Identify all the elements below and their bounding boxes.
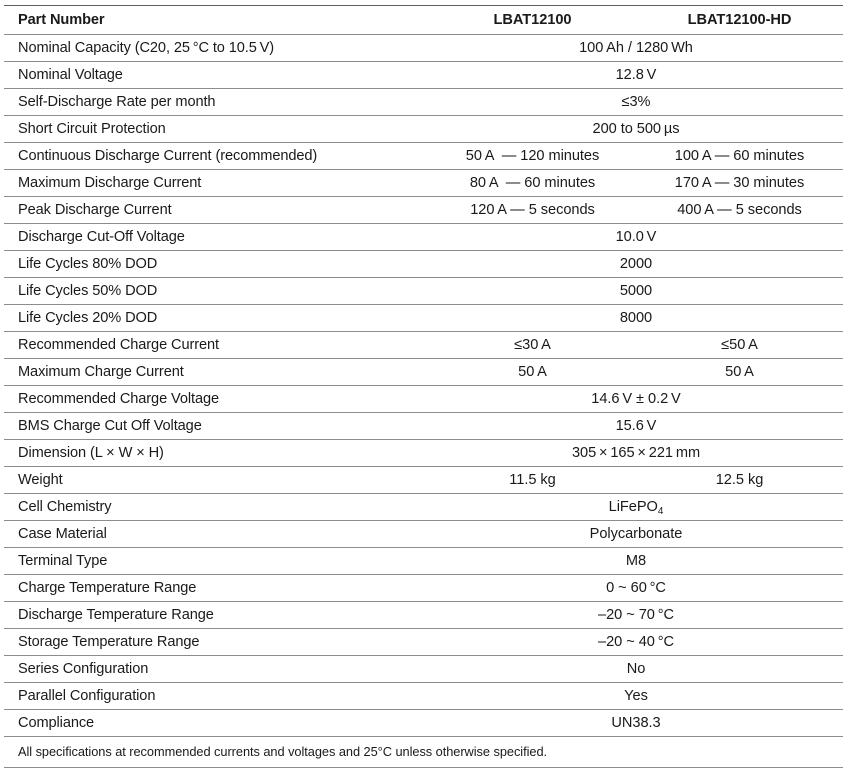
row-label: Cell Chemistry bbox=[18, 499, 112, 515]
row-label: Nominal Capacity (C20, 25 °C to 10.5 V) bbox=[18, 40, 274, 56]
row-value-span-cell bbox=[429, 575, 843, 602]
row-value-cell-a bbox=[429, 170, 636, 197]
row-label-cell bbox=[4, 89, 429, 116]
row-value-a: 50 A — 120 minutes bbox=[465, 148, 600, 164]
row-value-span: 14.6 V ± 0.2 V bbox=[591, 391, 681, 407]
table-row bbox=[4, 89, 843, 116]
row-value-span-cell bbox=[429, 62, 843, 89]
row-value-span-cell bbox=[429, 494, 843, 521]
row-value-cell-a bbox=[429, 467, 636, 494]
row-label: Maximum Discharge Current bbox=[18, 175, 202, 191]
row-value-span: No bbox=[626, 661, 646, 677]
table-row bbox=[4, 143, 843, 170]
table-row bbox=[4, 116, 843, 143]
table-row bbox=[4, 575, 843, 602]
row-value-span: 5000 bbox=[619, 283, 653, 299]
row-label-cell bbox=[4, 143, 429, 170]
table-row bbox=[4, 656, 843, 683]
header-column-lbat12100-hd-label: LBAT12100-HD bbox=[687, 12, 792, 28]
header-part-number-label: Part Number bbox=[18, 12, 105, 28]
table-header bbox=[4, 6, 843, 35]
row-value-cell-b bbox=[636, 143, 843, 170]
row-label: Parallel Configuration bbox=[18, 688, 156, 704]
table-body bbox=[4, 35, 843, 737]
header-column-lbat12100-label: LBAT12100 bbox=[493, 12, 572, 28]
row-label-cell bbox=[4, 224, 429, 251]
row-label-cell bbox=[4, 710, 429, 737]
row-value-cell-a bbox=[429, 332, 636, 359]
row-value-cell-a bbox=[429, 359, 636, 386]
row-value-span-cell bbox=[429, 629, 843, 656]
row-value-span: Polycarbonate bbox=[589, 526, 683, 542]
row-label-cell bbox=[4, 602, 429, 629]
row-label: Discharge Temperature Range bbox=[18, 607, 214, 623]
table-row bbox=[4, 332, 843, 359]
row-label: Storage Temperature Range bbox=[18, 634, 200, 650]
row-label: Charge Temperature Range bbox=[18, 580, 197, 596]
row-label-cell bbox=[4, 116, 429, 143]
row-label-cell bbox=[4, 332, 429, 359]
row-value-b: 170 A — 30 minutes bbox=[674, 175, 805, 191]
row-label-cell bbox=[4, 548, 429, 575]
row-value-span-cell bbox=[429, 548, 843, 575]
row-value-a: 50 A bbox=[518, 364, 547, 380]
row-label-cell bbox=[4, 386, 429, 413]
table-row bbox=[4, 467, 843, 494]
row-label-cell bbox=[4, 521, 429, 548]
row-label: Maximum Charge Current bbox=[18, 364, 184, 380]
row-label-cell bbox=[4, 35, 429, 62]
row-value-span: –20 ~ 70 °C bbox=[598, 607, 674, 623]
row-value-b: 400 A — 5 seconds bbox=[677, 202, 802, 218]
table-row bbox=[4, 170, 843, 197]
table-row bbox=[4, 359, 843, 386]
row-label-cell bbox=[4, 278, 429, 305]
row-value-span-cell bbox=[429, 386, 843, 413]
row-value-span: 8000 bbox=[619, 310, 653, 326]
row-label-cell bbox=[4, 197, 429, 224]
row-label: Compliance bbox=[18, 715, 95, 731]
row-value-span-cell bbox=[429, 521, 843, 548]
row-value-span: 0 ~ 60 °C bbox=[606, 580, 666, 596]
row-value-cell-a bbox=[429, 143, 636, 170]
row-value-cell-a bbox=[429, 197, 636, 224]
row-value-b: 12.5 kg bbox=[715, 472, 764, 488]
row-value-span: Yes bbox=[624, 688, 648, 704]
row-label-cell bbox=[4, 413, 429, 440]
row-value-span-cell bbox=[429, 35, 843, 62]
row-value-span: 12.8 V bbox=[615, 67, 657, 83]
row-label-cell bbox=[4, 575, 429, 602]
row-value-span: –20 ~ 40 °C bbox=[598, 634, 674, 650]
header-column-lbat12100-hd bbox=[636, 6, 843, 35]
row-value-span-cell bbox=[429, 656, 843, 683]
table-row bbox=[4, 710, 843, 737]
row-label: BMS Charge Cut Off Voltage bbox=[18, 418, 202, 434]
row-value-span-cell bbox=[429, 116, 843, 143]
row-label-cell bbox=[4, 62, 429, 89]
table-row bbox=[4, 629, 843, 656]
header-column-lbat12100 bbox=[429, 6, 636, 35]
row-value-span bbox=[429, 494, 843, 520]
row-value-span-cell bbox=[429, 602, 843, 629]
row-value-span: 15.6 V bbox=[615, 418, 657, 434]
specifications-table bbox=[4, 5, 843, 768]
row-label: Life Cycles 80% DOD bbox=[18, 256, 158, 272]
row-label-cell bbox=[4, 683, 429, 710]
row-value-cell-b bbox=[636, 467, 843, 494]
table-row bbox=[4, 494, 843, 521]
row-label: Weight bbox=[18, 472, 63, 488]
row-value-b: ≤50 A bbox=[721, 337, 758, 353]
row-value-span-cell bbox=[429, 224, 843, 251]
row-value-span-cell bbox=[429, 440, 843, 467]
row-label: Short Circuit Protection bbox=[18, 121, 166, 137]
table-row bbox=[4, 386, 843, 413]
table-row bbox=[4, 521, 843, 548]
row-label: Continuous Discharge Current (recommended) bbox=[18, 148, 318, 164]
footnote-row bbox=[4, 737, 843, 768]
row-label: Series Configuration bbox=[18, 661, 149, 677]
row-value-span: ≤3% bbox=[621, 94, 651, 110]
row-value-span-cell bbox=[429, 278, 843, 305]
row-label: Life Cycles 50% DOD bbox=[18, 283, 158, 299]
row-label-cell bbox=[4, 251, 429, 278]
table-row bbox=[4, 35, 843, 62]
row-value-span: 10.0 V bbox=[615, 229, 657, 245]
table-row bbox=[4, 413, 843, 440]
table-row bbox=[4, 683, 843, 710]
row-value-a: 80 A — 60 minutes bbox=[469, 175, 596, 191]
row-label: Nominal Voltage bbox=[18, 67, 123, 83]
table-footer bbox=[4, 737, 843, 768]
table-row bbox=[4, 278, 843, 305]
row-label: Discharge Cut-Off Voltage bbox=[18, 229, 185, 245]
table-row bbox=[4, 602, 843, 629]
table-row bbox=[4, 251, 843, 278]
table-row bbox=[4, 440, 843, 467]
row-label: Case Material bbox=[18, 526, 107, 542]
row-label: Recommended Charge Voltage bbox=[18, 391, 220, 407]
row-value-span: 2000 bbox=[619, 256, 653, 272]
row-label-cell bbox=[4, 467, 429, 494]
row-value-span-cell bbox=[429, 89, 843, 116]
formula-subscript: 4 bbox=[657, 505, 664, 517]
row-value-span: UN38.3 bbox=[611, 715, 661, 731]
table-row bbox=[4, 224, 843, 251]
row-value-cell-b bbox=[636, 359, 843, 386]
row-value-a: 120 A — 5 seconds bbox=[470, 202, 595, 218]
row-label-cell bbox=[4, 359, 429, 386]
row-label: Terminal Type bbox=[18, 553, 108, 569]
row-label: Peak Discharge Current bbox=[18, 202, 172, 218]
row-value-span: 100 Ah / 1280 Wh bbox=[579, 40, 693, 56]
row-label: Dimension (L × W × H) bbox=[18, 445, 164, 461]
row-value-cell-b bbox=[636, 170, 843, 197]
table-row bbox=[4, 305, 843, 332]
row-label-cell bbox=[4, 440, 429, 467]
footnote-cell bbox=[4, 737, 843, 768]
table-row bbox=[4, 197, 843, 224]
formula-base: LiFePO bbox=[608, 499, 658, 515]
row-label-cell bbox=[4, 305, 429, 332]
row-value-span: 200 to 500 µs bbox=[592, 121, 680, 137]
row-label: Self-Discharge Rate per month bbox=[18, 94, 216, 110]
table-header-row bbox=[4, 6, 843, 35]
row-value-a: ≤30 A bbox=[514, 337, 551, 353]
table-row bbox=[4, 62, 843, 89]
row-label-cell bbox=[4, 629, 429, 656]
row-value-b: 50 A bbox=[725, 364, 754, 380]
table-row bbox=[4, 548, 843, 575]
row-value-span-cell bbox=[429, 413, 843, 440]
row-label-cell bbox=[4, 656, 429, 683]
row-value-span-cell bbox=[429, 683, 843, 710]
row-value-a: 11.5 kg bbox=[509, 472, 556, 488]
row-label: Life Cycles 20% DOD bbox=[18, 310, 158, 326]
row-value-span-cell bbox=[429, 251, 843, 278]
footnote-text: All specifications at recommended currents and voltages and 25°C unless otherwise specified. bbox=[18, 744, 548, 759]
row-value-span-cell bbox=[429, 305, 843, 332]
row-value-span-cell bbox=[429, 710, 843, 737]
row-value-b: 100 A — 60 minutes bbox=[674, 148, 805, 164]
row-value-span: 305 × 165 × 221 mm bbox=[571, 445, 701, 461]
row-label: Recommended Charge Current bbox=[18, 337, 220, 353]
row-value-cell-b bbox=[636, 197, 843, 224]
row-value-cell-b bbox=[636, 332, 843, 359]
row-value-span: M8 bbox=[625, 553, 647, 569]
row-label-cell bbox=[4, 494, 429, 521]
row-label-cell bbox=[4, 170, 429, 197]
header-part-number bbox=[4, 6, 429, 35]
